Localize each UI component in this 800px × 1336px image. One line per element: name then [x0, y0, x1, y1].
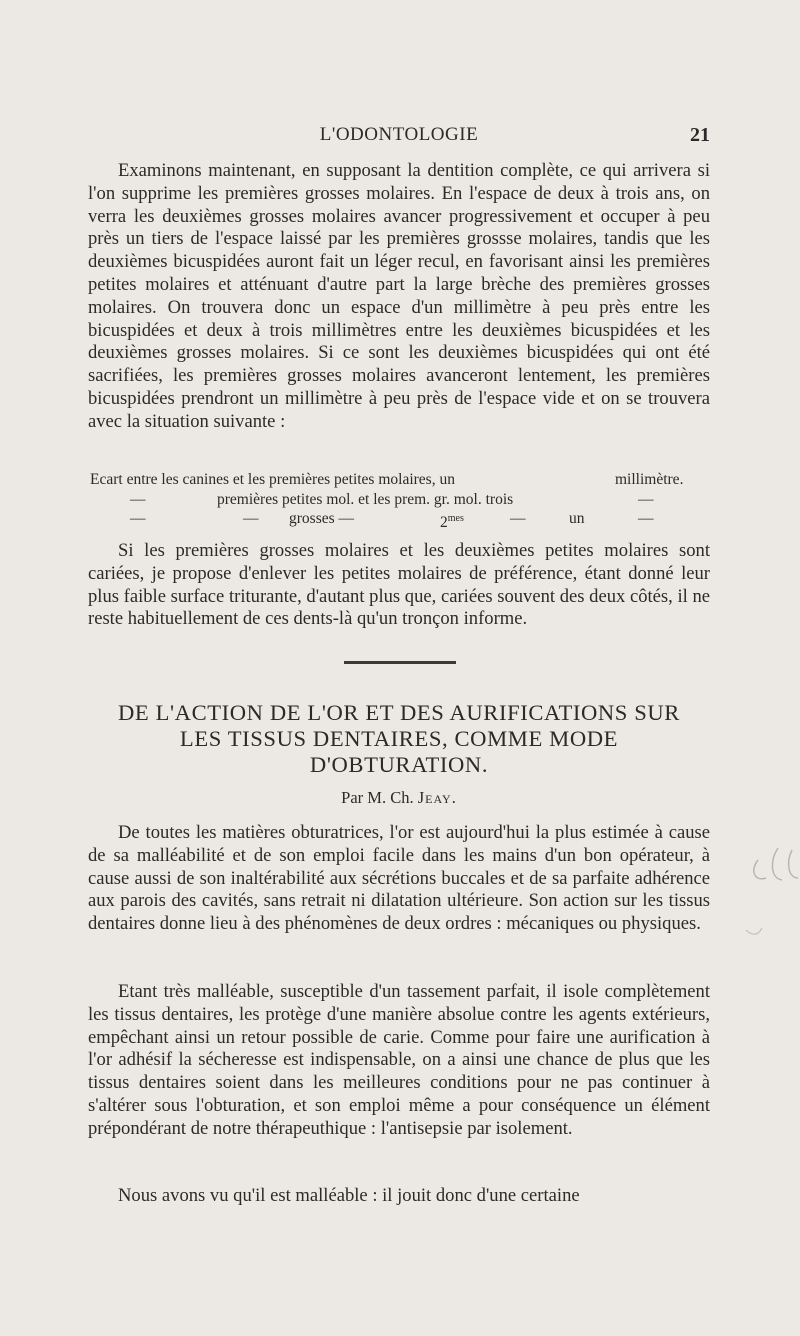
handwritten-margin-mark	[740, 820, 800, 960]
page-header	[88, 124, 710, 154]
article-title-line: DE L'ACTION DE L'OR ET DES AURIFICATIONS SUR	[118, 700, 680, 725]
paragraph-carious-molars: Si les premières grosses molaires et les deuxièmes petites molaires sont cariées, je propose d'enlever les petites molaires de préférence, étant donné leur plus faible surface triturante, d'autant plus que, cariées souvent des deux côtés, il ne reste habituellement de ces dents-là qu'un tronçon informe.	[88, 540, 710, 630]
byline-author: Jeay.	[417, 788, 457, 807]
byline-prefix: Par M. Ch.	[341, 788, 414, 807]
table-cell: grosses —	[289, 510, 355, 527]
table-cell: —	[638, 510, 654, 527]
paragraph-malleability: Etant très malléable, susceptible d'un tassement parfait, il isole complètement les tissus dentaires, les protège d'une manière absolue contre les agents extérieurs, empêchant ainsi un retour possible de carie. Comme pour faire une aurification à l'or adhésif la sécheresse est indispensable, on a ainsi une chance de plus que les tissus dentaires soient dans les meilleures conditions pour ne pas continuer à s'altérer sous l'obturation, et son emploi même a pour conséquence un élément prépondérant de notre thérapeuthique : l'antisepsie par isolement.	[88, 981, 710, 1139]
table-row	[88, 509, 710, 532]
table-cell: —	[638, 490, 654, 508]
article-title	[88, 700, 710, 778]
section-divider	[344, 661, 456, 664]
table-cell	[440, 509, 464, 533]
page-number: 21	[690, 124, 710, 146]
spacing-table	[88, 470, 710, 532]
table-cell: —	[243, 510, 259, 527]
table-cell: un	[569, 510, 585, 527]
table-cell-number: 2	[440, 514, 448, 532]
table-cell: —	[130, 490, 146, 508]
running-title: L'ODONTOLOGIE	[319, 124, 479, 145]
table-cell: premières petites mol. et les prem. gr. mol. trois	[217, 490, 514, 508]
table-cell: Ecart entre les canines et les premières petites molaires, un	[90, 471, 455, 488]
article-title-line: LES TISSUS DENTAIRES, COMME MODE	[179, 726, 619, 751]
table-row	[88, 490, 710, 510]
table-cell: —	[510, 510, 526, 527]
paragraph-gold-qualities: De toutes les matières obturatrices, l'or est aujourd'hui la plus estimée à cause de sa malléabilité et de son emploi facile dans les mains d'un bon opérateur, à cause aussi de son inaltérabilité aux sécrétions buccales et de sa parfaite adhérence aux parois des cavités, sans retrait ni dilatation ultérieure. Son action sur les tissus dentaires donne lieu à des phénomènes de deux ordres : mécaniques ou physiques.	[88, 822, 710, 935]
article-title-line: D'OBTURATION.	[309, 752, 489, 777]
paragraph-molar-extraction: Examinons maintenant, en supposant la dentition complète, ce qui arrivera si l'on supprime les premières grosses molaires. En l'espace de deux à trois ans, on verra les deuxièmes grosses molaires avancer progressivement et occuper à peu près un tiers de l'espace laissé par les premières grossse molaires, tandis que les deuxièmes bicuspidées auront fait un léger recul, en favorisant ainsi les premières petites molaires et atténuant d'autre part la large brèche des premières grosses molaires. On trouvera donc un espace d'un millimètre à peu près entre les bicuspidées et deux à trois millimètres entre les deuxièmes bicuspidées et les deuxièmes grosses molaires. Si ce sont les deuxièmes bicuspidées qui ont été sacrifiées, les premières grosses molaires avanceront lentement, les premières bicuspidées prendront un millimètre à peu près de l'espace vide et on se trouvera avec la situation suivante :	[88, 160, 710, 432]
table-cell: —	[130, 510, 146, 527]
table-row	[88, 470, 710, 490]
table-cell-superscript: mes	[447, 513, 464, 524]
table-cell: millimètre.	[615, 471, 684, 488]
article-byline	[88, 788, 710, 808]
paragraph-continuation: Nous avons vu qu'il est malléable : il jouit donc d'une certaine	[118, 1185, 580, 1206]
